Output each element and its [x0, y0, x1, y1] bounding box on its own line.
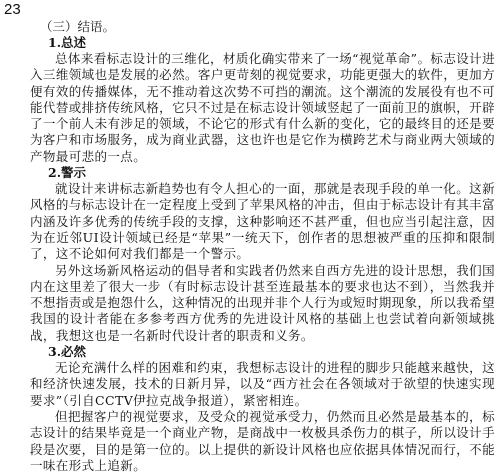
paragraph-overview: 总体来看标志设计的三维化，材质化确实带来了一场“视觉革命”。标志设计进入三维领域也是发展的必然。客户更苛刻的视觉要求，功能更强大的软件，更加方便有效的传播媒体，无不推动着这次势不可挡的潮流。这个潮流的发展役有也不可能代替或排挤传统风格，它只不过是在标志设计领域竖起了一面前卫的旗帜，开辟了一个前人未有涉足的领域，不论它的形式有什么新的变化，它的最终目的还是要为客户和市场服务，成为商业武器，这也许也是它作为横跨艺术与商业两大领域的产物最可悲的一点。	[30, 51, 495, 164]
subsection-title-inevitability: 3.必然	[48, 344, 87, 360]
paragraph-warning-2: 另外这场新风格运动的倡导者和实践者仍然来自西方先进的设计思想，我们国内在这里差了很大一步（有时标志设计甚至连最基本的要求也达不到），当然我并不想指责或是抱怨什么，这种情况的出现并非个人行为或短时期现象，所以我希望我国的设计者能在多参考西方优秀的先进设计风格的基础上也尝试着向新领域挑战，我想这也是一名新时代设计者的职责和义务。	[30, 262, 495, 343]
paragraph-warning-1: 就设计来讲标志新趋势也有令人担心的一面，那就是表现手段的单一化。这新风格的与标志设计在一定程度上受到了苹果风格的冲击，但由于标志设计有其丰富内涵及许多优秀的传统手段的支撑，这种影响还不甚严重，但也应当引起注意，因为在近邻UI设计领域已经是“苹果”一统天下，创作者的思想被严重的压抑和限制了，这不论如何对我们都是一个警示。	[30, 181, 495, 262]
paragraph-inevitability-2: 但把握客户的视觉要求，及受众的视觉承受力，仍然而且必然是最基本的，标志设计的结果毕竟是一个商业产物，是商战中一枚极具杀伤力的棋子，所以设计手段是次要，目的是第一位的。以上提供的新设计风格也应依据具体情况而行，不能一味在形式上追新。	[30, 408, 495, 473]
document-body	[30, 18, 495, 474]
section-title: （三）结语。	[40, 19, 116, 34]
paragraph-inevitability-1: 无论充满什么样的困难和约束，我想标志设计的进程的脚步只能越来越快，这和经济快速发展，技术的日新月异，以及“西方社会在各领域对于欲望的快速实现要求”（引自CCTV伊拉克战争报道），紧密相连。	[30, 360, 495, 408]
page-number: 23	[4, 1, 21, 18]
subsection-title-overview: 1.总述	[48, 35, 87, 50]
subsection-title-warning: 2.警示	[48, 165, 87, 181]
